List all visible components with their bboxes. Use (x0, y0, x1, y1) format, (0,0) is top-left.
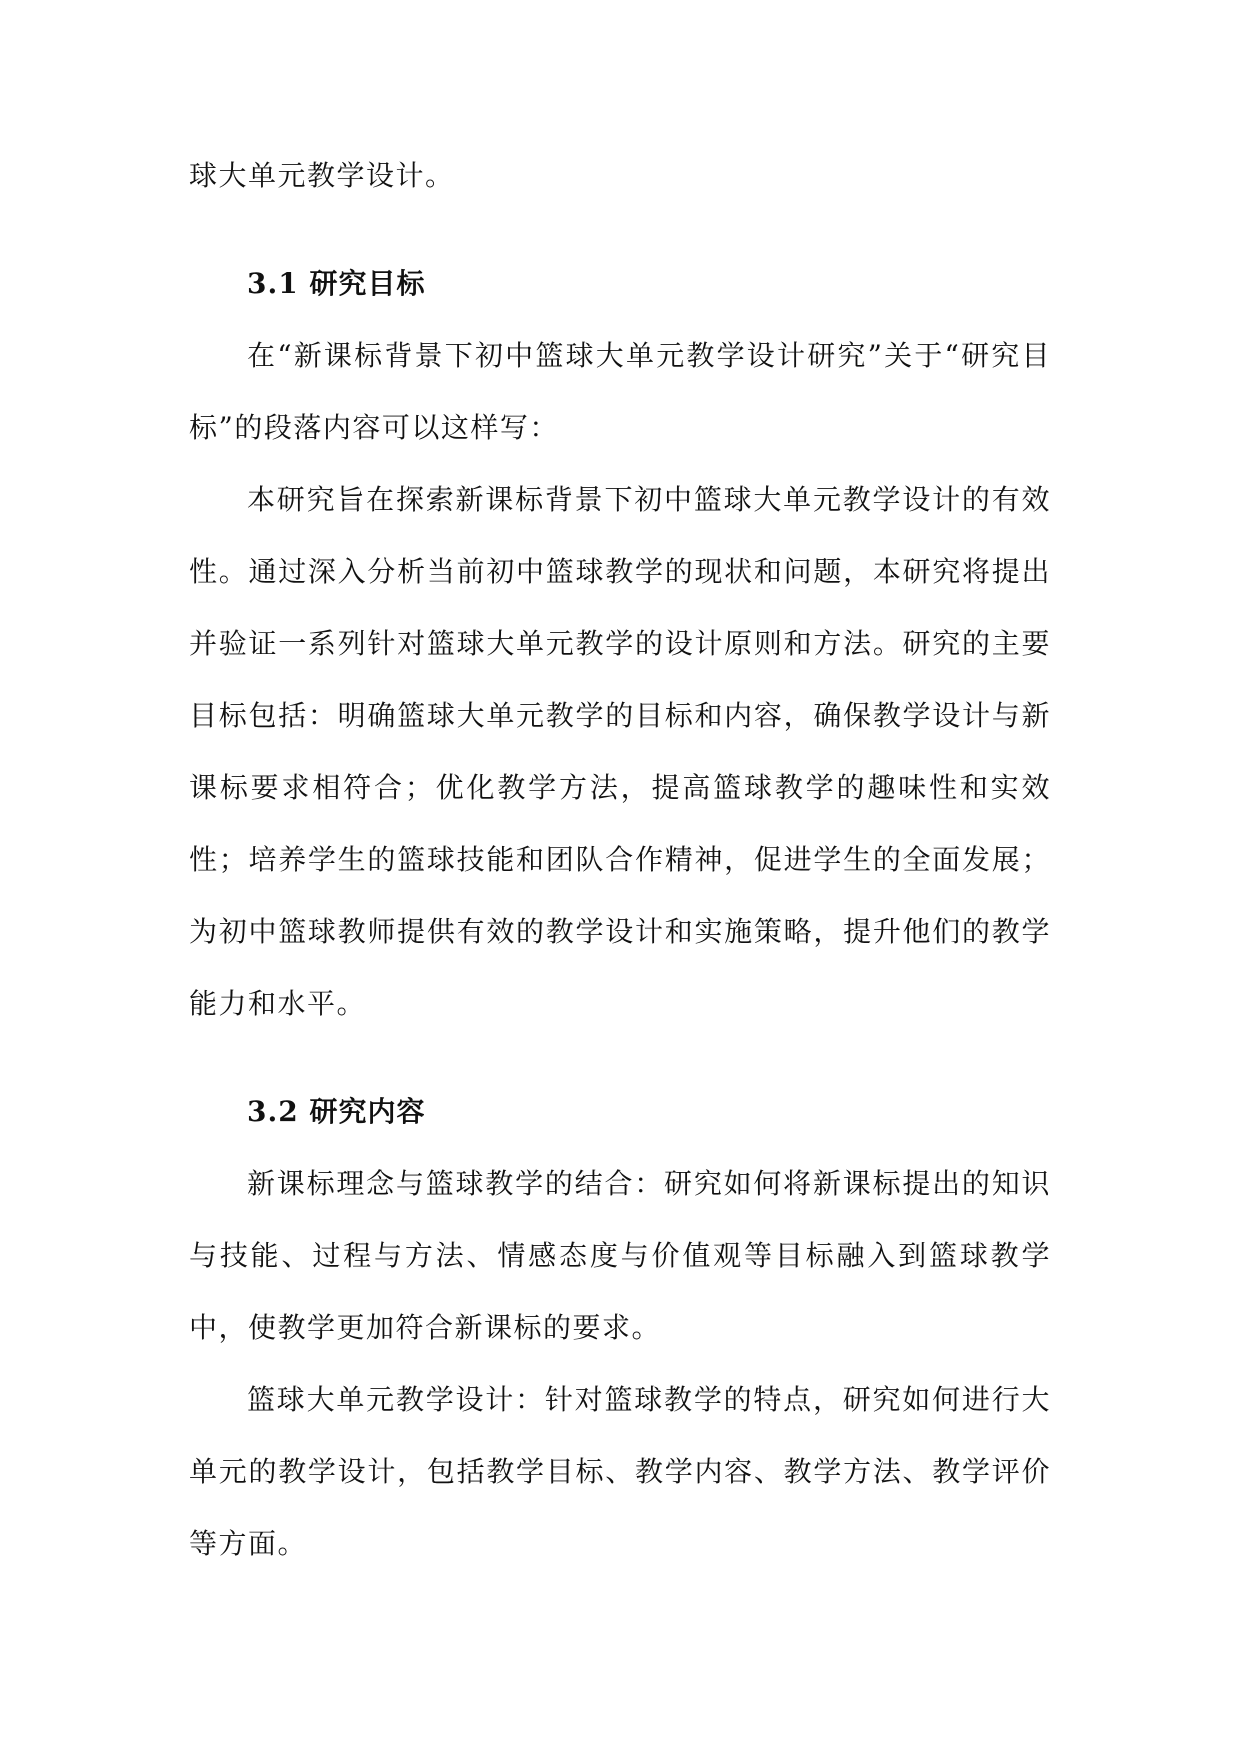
paragraph-unit-design: 篮球大单元教学设计：针对篮球教学的特点，研究如何进行大单元的教学设计，包括教学目标、教学内容、教学方法、教学评价等方面。 (189, 1383, 1051, 1560)
paragraph-curriculum-integration: 新课标理念与篮球教学的结合：研究如何将新课标提出的知识与技能、过程与方法、情感态度与价值观等目标融入到篮球教学中，使教学更加符合新课标的要求。 (189, 1167, 1051, 1344)
paragraph-research-goals: 本研究旨在探索新课标背景下初中篮球大单元教学设计的有效性。通过深入分析当前初中篮球教学的现状和问题，本研究将提出并验证一系列针对篮球大单元教学的设计原则和方法。研究的主要目标包括：明确篮球大单元教学的目标和内容，确保教学设计与新课标要求相符合；优化教学方法，提高篮球教学的趣味性和实效性；培养学生的篮球技能和团队合作精神，促进学生的全面发展；为初中篮球教师提供有效的教学设计和实施策略，提升他们的教学能力和水平。 (189, 483, 1051, 1020)
paragraph-intro-goals: 在“新课标背景下初中篮球大单元教学设计研究”关于“研究目标”的段落内容可以这样写： (189, 339, 1051, 444)
section-heading-3-2: 3.2 研究内容 (247, 1095, 426, 1128)
paragraph-continuation: 球大单元教学设计。 (189, 159, 455, 192)
section-heading-3-1: 3.1 研究目标 (247, 267, 426, 300)
document-body (189, 140, 1051, 1580)
